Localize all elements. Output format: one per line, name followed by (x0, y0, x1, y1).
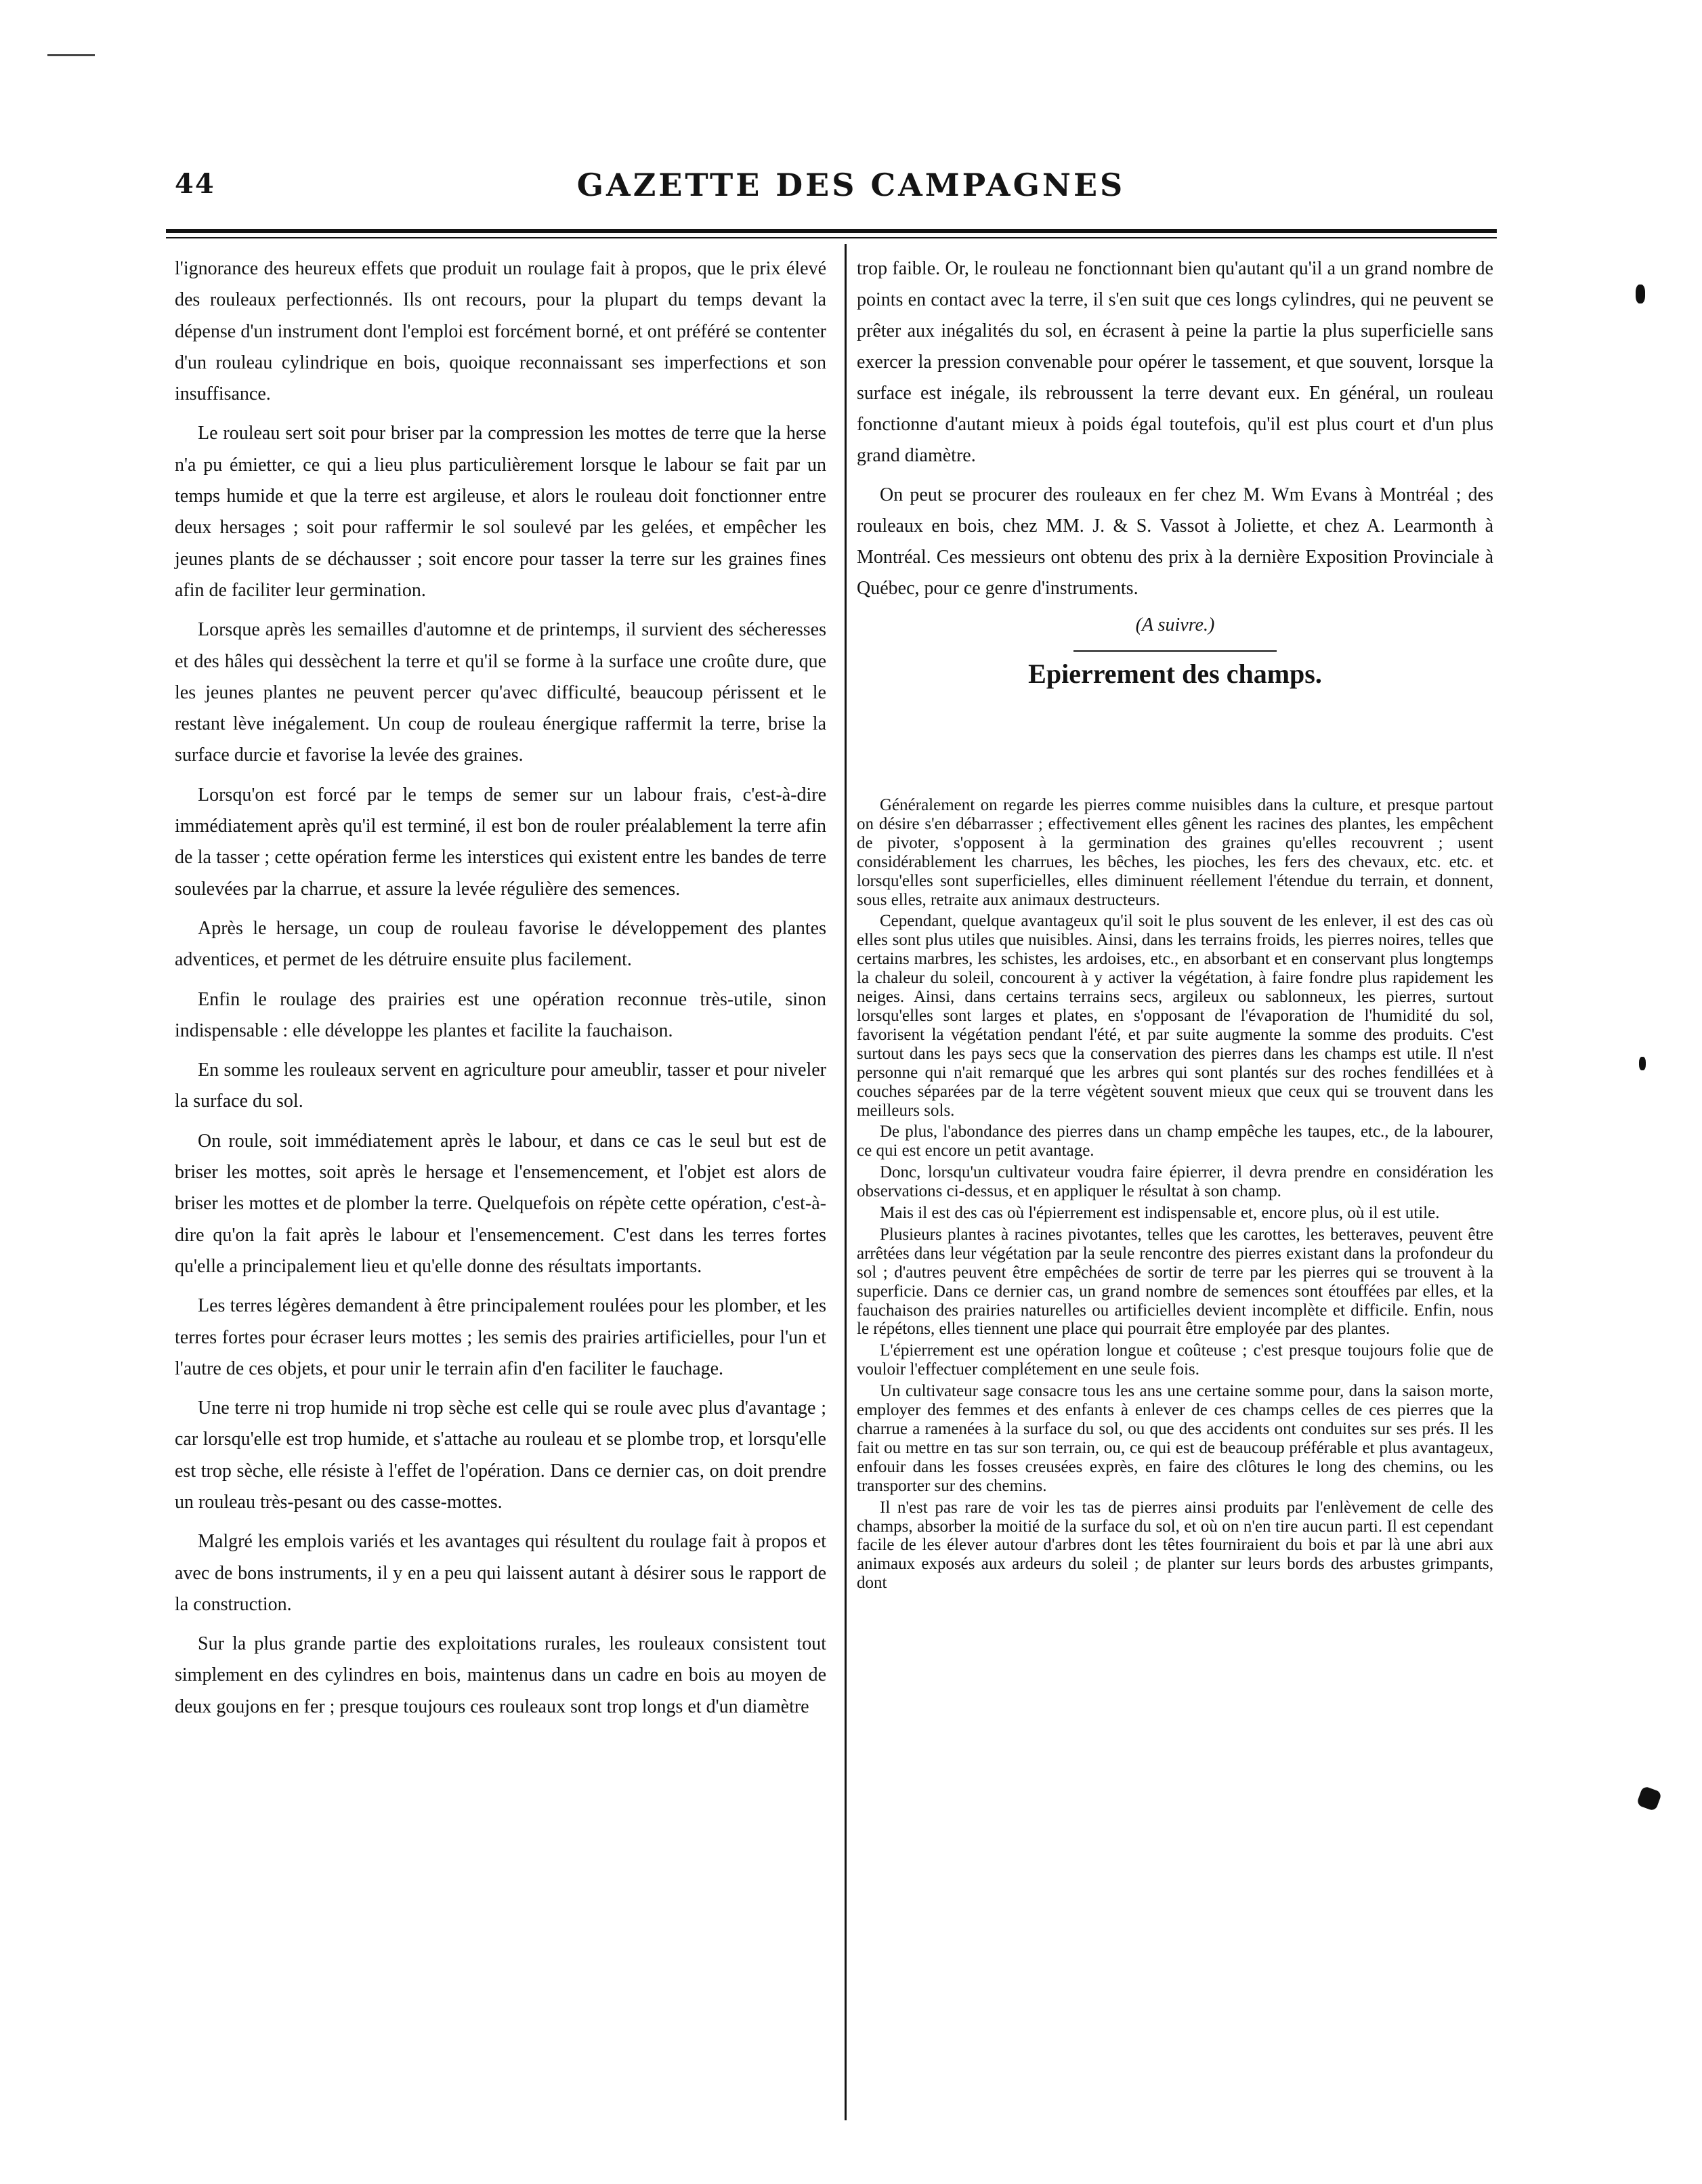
paragraph: Une terre ni trop humide ni trop sèche est celle qui se roule avec plus d'avantage ; car lorsqu'elle est trop humide, et s'attache au rouleau et se plombe trop, et lorsqu'elle est trop sèche, elle résiste à l'effet de l'opération. Dans ce dernier cas, on doit prendre un rouleau très-pesant ou des casse-mottes. (175, 1398, 826, 1513)
paragraph: Lorsqu'on est forcé par le temps de semer sur un labour frais, c'est-à-dire immédiatement après qu'il est terminé, il est bon de rouler préalablement la terre afin de la tasser ; cette opération ferme les interstices qui existent entre les bandes de terre soulevées par la charrue, et assure la levée régulière des semences. (175, 784, 826, 900)
scan-mark (1636, 285, 1645, 303)
paragraph: On peut se procurer des rouleaux en fer chez M. Wm Evans à Montréal ; des rouleaux en bois, chez MM. J. & S. Vassot à Joliette, et chez A. Learmonth à Montréal. Ces messieurs ont obtenu des prix à la dernière Exposition Provinciale à Québec, pour ce genre d'instruments. (857, 484, 1493, 599)
scan-mark (1639, 1057, 1646, 1070)
column-divider (845, 244, 847, 2120)
paragraph: Enfin le roulage des prairies est une opération reconnue très-utile, sinon indispensable : elle développe les plantes et facilite la fauchaison. (175, 988, 826, 1041)
section-rule (1073, 650, 1277, 652)
paragraph: Un cultivateur sage consacre tous les ans une certaine somme pour, dans la saison morte, employer des femmes et des enfants à enlever de ces champs celles de ces pierres que la charrue a ramenées à la surface du sol, ou que des accidents ont conduites sur ses prés. Il les fait ou mettre en tas sur son terrain, ou, ce qui est de beaucoup préférable et plus avantageux, enfouir dans les fosses creusées exprès, en faire des clôtures le long des chemins, ou les transporter sur des chemins. (857, 1382, 1493, 1495)
paragraph: Le rouleau sert soit pour briser par la compression les mottes de terre que la herse n'a pu émietter, ce qui a lieu plus particulièrement lorsque le labour se fait par un temps humide et que la terre est argileuse, et alors le rouleau doit fonctionner entre deux hersages ; soit pour raffermir le sol soulevé par les gelées, et empêcher les jeunes plants de se déchausser ; soit encore pour tasser la terre sur les graines fines afin de faciliter leur germination. (175, 423, 826, 601)
page-number: 44 (175, 168, 215, 200)
to-be-continued: (A suivre.) (1135, 614, 1215, 635)
newspaper-title: GAZETTE DES CAMPAGNES (576, 167, 1126, 203)
paragraph: Cependant, quelque avantageux qu'il soit le plus souvent de les enlever, il est des cas où elles sont plus utiles que nuisibles. Ainsi, dans les terrains froids, les pierres noires, telles que certains marbres, les schistes, les ardoises, etc., en absorbant et en conservant plus longtemps la chaleur du soleil, concourent à y activer la végétation, à faire fondre plus rapidement les neiges. Ainsi, dans certains terrains secs, argileux ou sablonneux, les pierres, surtout lorsqu'elles sont larges et plates, en s'opposant de l'évaporation de l'humidité du sol, favorisent la végétation pendant l'été, et par suite augmente la somme des produits. C'est surtout dans les pays secs que la conservation des pierres dans les champs est utile. Il n'est personne qui n'ait remarqué que les arbres qui sont plantés sur des roches fendillées et à couches séparées par de la terre végètent souvent mieux que ceux qui se trouvent dans les meilleurs sols. (857, 912, 1493, 1120)
right-column-bottom (857, 796, 1493, 1593)
paragraph: Après le hersage, un coup de rouleau favorise le développement des plantes adventices, et permet de les détruire ensuite plus facilement. (175, 917, 826, 971)
paragraph: l'ignorance des heureux effets que produit un roulage fait à propos, que le prix élevé des rouleaux perfectionnés. Ils ont recours, pour la plupart du temps devant la dépense d'un instrument dont l'emploi est forcément borné, et ont préféré se contenter d'un rouleau cylindrique en bois, quoique reconnaissant ses imperfections et son insuffisance. (175, 258, 826, 405)
section-title: Epierrement des champs. (1028, 658, 1322, 689)
right-column-top (857, 253, 1493, 690)
paragraph: De plus, l'abondance des pierres dans un champ empêche les taupes, etc., de la labourer, ce qui est encore un petit avantage. (857, 1122, 1493, 1160)
scan-mark (1636, 1786, 1662, 1811)
paragraph: Généralement on regarde les pierres comme nuisibles dans la culture, et presque partout on désire s'en débarrasser ; effectivement elles gênent les racines des plantes, les empêchent de pivoter, s'opposent à la germination des graines qu'elles recouvrent ; usent considérablement les charrues, les bêches, les pioches, les fers des chevaux, etc. etc. et lorsqu'elles sont superficielles, elles diminuent réellement l'étendue du terrain, et donnent, sous elles, retraite aux animaux destructeurs. (857, 796, 1493, 909)
header-rule-thin (166, 237, 1497, 238)
paragraph: Il n'est pas rare de voir les tas de pierres ainsi produits par l'enlèvement de celle des champs, absorber la moitié de la surface du sol, et où on n'en tire aucun parti. Il est cependant facile de les élever autour d'arbres dont les têtes fourniraient du bois et par là une abri aux animaux exposés aux ardeurs du soleil ; de planter sur leurs bords des arbustes grimpants, dont (857, 1498, 1493, 1593)
paragraph: Lorsque après les semailles d'automne et de printemps, il survient des sécheresses et des hâles qui dessèchent la terre et qu'il se forme à la surface une croûte dure, que les jeunes plantes ne peuvent percer qu'avec difficulté, beaucoup périssent et le restant lève inégalement. Un coup de rouleau énergique raffermit la terre, brise la surface durcie et favorise la levée des graines. (175, 619, 826, 766)
left-column (175, 253, 826, 1723)
paragraph: Sur la plus grande partie des exploitations rurales, les rouleaux consistent tout simplement en des cylindres en bois, maintenus dans un cadre en bois au moyen de deux goujons en fer ; presque toujours ces rouleaux sont trop longs et d'un diamètre (175, 1633, 826, 1717)
paragraph: Donc, lorsqu'un cultivateur voudra faire épierrer, il devra prendre en considération les observations ci-dessus, et en appliquer le résultat à son champ. (857, 1163, 1493, 1201)
scan-mark (47, 54, 95, 56)
paragraph: Malgré les emplois variés et les avantages qui résultent du roulage fait à propos et avec de bons instruments, il y en a peu qui laissent autant à désirer sous le rapport de la construction. (175, 1531, 826, 1615)
paragraph: Les terres légères demandent à être principalement roulées pour les plomber, et les terres fortes pour écraser leurs mottes ; les semis des prairies artificielles, pour l'un et l'autre de ces objets, et pour unir le terrain afin d'en faciliter le fauchage. (175, 1295, 826, 1379)
paragraph: L'épierrement est une opération longue et coûteuse ; c'est presque toujours folie que de vouloir l'effectuer complétement en une seule fois. (857, 1341, 1493, 1379)
paragraph: trop faible. Or, le rouleau ne fonctionnant bien qu'autant qu'il a un grand nombre de points en contact avec la terre, il s'en suit que ces longs cylindres, qui ne peuvent se prêter aux inégalités du sol, en écrasent à peine la partie la plus superficielle sans exercer la pression convenable pour opérer le tassement, et que souvent, lorsque la surface est inégale, ils rebroussent la terre devant eux. En général, un rouleau fonctionne d'autant mieux à poids égal toutefois, qu'il est plus court et d'un plus grand diamètre. (857, 258, 1493, 466)
paragraph: Mais il est des cas où l'épierrement est indispensable et, encore plus, où il est utile. (880, 1204, 1440, 1223)
paragraph: On roule, soit immédiatement après le labour, et dans ce cas le seul but est de briser les mottes, soit après le hersage et l'ensemencement, et l'objet est alors de briser les mottes et de plomber la terre. Quelquefois on répète cette opération, c'est-à-dire qu'on la fait après le labour et l'ensemencement. C'est dans les terres fortes qu'elle a principalement lieu et qu'elle donne des résultats importants. (175, 1130, 826, 1277)
paragraph: En somme les rouleaux servent en agriculture pour ameublir, tasser et pour niveler la surface du sol. (175, 1059, 826, 1112)
header-rule (166, 229, 1497, 233)
paragraph: Plusieurs plantes à racines pivotantes, telles que les carottes, les betteraves, peuvent être arrêtées dans leur végétation par la seule rencontre des pierres existant dans la profondeur du sol ; d'autres peuvent être empêchées de sortir de terre par les pierres qui se trouvent à la superficie. Dans ce dernier cas, un grand nombre de semences sont étouffées par elles, et la fauchaison des prairies naturelles ou artificielles devient incomplète et difficile. Enfin, nous le répétons, elles tiennent une place qui pourrait être employée par des plantes. (857, 1225, 1493, 1339)
